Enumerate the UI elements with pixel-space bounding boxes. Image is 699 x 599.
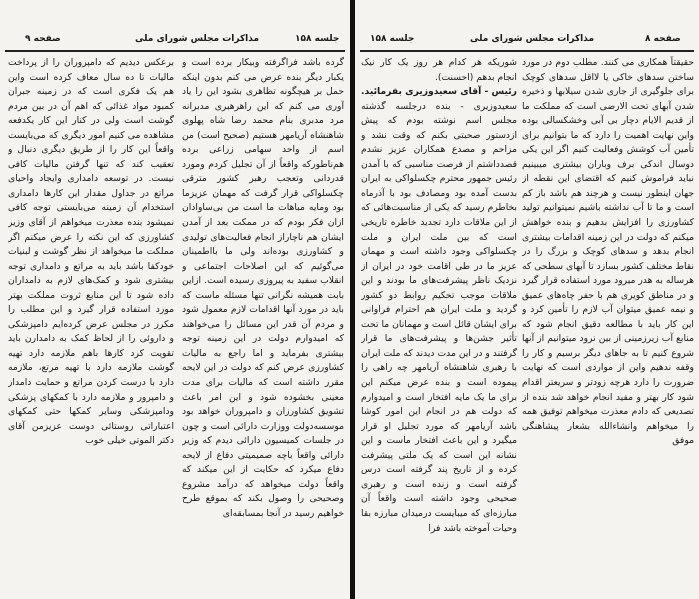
paragraph: گرده باشد فراگرفته وبیکار برده است و یکبار دیگر بنده عرض می کنم بدون اینکه حمل بر هیچگونه تظاهری بشود این را یاد آوری می کنم که این راهرهبری مدبرانه مرد مدبری بنام محمد رضا شاه پهلوی شاهنشاه آریامهر هستیم (صحیح است) من اسم از واحد سهامی زراعی برده هم‌ناطورکه واقعاً از آن تجلیل کردم ومورد قدردانی وتعجب رهبر کشور مترقی چکسلواکی قرار گرفت که مهمان عزیزما بود ومایه مباهات ما است من بی‌ساوادان ازان فکر بودم که در ممکت بعد از آمدن ایشان هم ناچاراز انجام فعالیت‌های تولیدی و کشاورزی بوده‌اند ولی ما بااطمینان می‌گوئیم که این اصلاحات اجتماعی و انقلاب سفید به پیروزی رسیده است. ازاین بابت همیشه نگرانی تنها مسئله ماست که باید در مورد آنها اقدامات لازم معمول شود و مردم آن قدر این مسائل را می‌خواهند که امیدوارم دولت در این زمینه توجه بیشتری بفرماید و اما راجع به مالیات کشاورزی عرض کنم که دولت در این لایحه مقرر داشته است که مالیات برای مدت معینی بخشوده شود و این امر باعث تشویق کشاورزان و دامپروران خواهد بود موسسه‌دولت ووزارت دارائی است و چون در جلسات کمیسیون دارائی دیدم که وزیر دارائی واقعاً باچه صمیمیتی دفاع از لایحه دفاع میکرد که حکایت از این میکند که واقعاً دولت میخواهد که درآمد مشروع وصحیحی را وصول بکند که بموقع طرح خواهیم رسید در آنجا بمسابقه‌ای <box>182 57 344 519</box>
text-column-right <box>182 56 344 580</box>
text-column-left <box>8 56 174 580</box>
page-title: مذاکرات مجلس شورای ملی <box>470 34 595 44</box>
page-number: صفحه ۸ <box>645 34 681 44</box>
paragraph: سعیدوزیری - بنده درجلسه گذشته مجلس اسم نوشته بودم که پیش ازدستور صحبتی بکنم که وقت نشد و مزاحم و مصدع همکاران عزیز نشدم قصدداشتم از فرصت مناسبی که با آمدن رئیس جمهور محترم چکسلواکی به ایران بدست آمده بود ومصادف بود با آذرماه بخاطرم رسید که یکی از مناسبت‌هائی که از این ملاقات دارد تجدید خاطره تاریخی است که بین ملت ایران و ملت چکسلواکی وجود داشته است و مهمان عزیز ما در طی اقامت خود در ایران از نزدیک ناظر پیشرفت‌های ما بودند و این ملاقات موجب تحکیم روابط دو کشور گردید و ملت ایران هم احترام فراوانی برای ایشان قائل است و مهمانان ما تحت تأثیر جشن‌ها و پیشرفت‌های ما قرار گرفتند و در این مدت دیدند که ملت ایران با رهبری شاهنشاه آریامهر چه راهی را پیموده است و بنده عرض میکنم این برای ما یک مایه افتخار است و امیدوارم که دولت هم در انجام این امور کوشا باشد آریامهر که مورد تجلیل او قرار میگیرد و این باعث افتخار ماست و این نشانه این است که یک ملتی پیشرفت کرده و از تاریخ پند گرفته است درس گرفته است و زنده است و رهبری صحیحی وجود داشته است واقعاً آن مبارزه‌ای که میبایست درمیدان مبارزه بقا وحیات آموخته باشد فرا <box>361 100 517 534</box>
paragraph: حقیقتاً همکاری می کنند. مطلب دوم در مورد ساختن سدهای خاکی یا لااقل سدهای کوچک برای جلوگیری از جاری شدن سیلابها و ذخیره شدن آبهای تحت الارضی است که مملکت ما از قدیم الایام دچار بی آبی وخشکسالی بوده واین نهایت اهمیت را دارد که ما بتوانیم برای تأمین آب کوشش وفعالیت کنیم اگر این یکی دوسال اندکی برف وباران بیشتری میبینیم نباید فراموش کنیم که اقتضای این نقطه از جهان اینطور نیست و هرچند هم باشد باز کم است و ما تا آب نداشته باشیم نمیتوانیم تولید کشاورزی را افزایش بدهیم و بنده خواهش میکنم که دولت در این زمینه اقدامات بیشتری انجام بدهد و سدهای کوچک و بزرگ را در نقاط مختلف کشور بسازد تا آبهای سطحی که هرساله به هدر میرود مورد استفاده قرار گیرد و در مناطق کویری هم با حفر چاه‌های عمیق و نیمه عمیق میتوان آب لازم را تأمین کرد و این کار باید با مطالعه دقیق انجام شود که منابع آب زیرزمینی از بین نرود میتوانیم از آنها شروع کنیم تا به جاهای دیگر برسیم و کار را وقفه ندهیم واین از مواردی است که نهایت ضرورت را دارد هرچه زودتر و سریعتر اقدام شود کار بهتر و مفید انجام خواهد شد بنده از تصدیعی که دادم معذرت میخواهم توفیق همه را میخواهم وانشاءالله بشعار پیشاهنگی موفق <box>522 57 694 447</box>
text-column-right <box>522 56 694 580</box>
session-number: جلسه ۱۵۸ <box>370 34 415 44</box>
page-number: صفحه ۹ <box>25 34 61 44</box>
speaker-line: رئیس - آقای سعیدوزیری بفرمائید. <box>361 86 517 98</box>
text-column-left <box>361 56 517 580</box>
session-number: جلسه ۱۵۸ <box>295 34 340 44</box>
paragraph: برعکس دیدیم که دامپروران را از پرداخت مالیات تا ده سال معاف کرده است واین هم یک فکری است که در زمینه جبران کمبود مواد غذائی که اهم آن در بین مردم گوشت است ولی در کنار این کار یکدفعه مشاهده می کنیم امور دیگری که می‌بایست واقعاً این کار را از طریق دیگری دنبال و تعقیب کند که تنها گرفتن مالیات کافی نیست. در توسعه دامداری وایجاد واحیای مراتع در جداول مقدار این کارها دامداری استخدام آن زمینه می‌بایستی توجه کافی نمیشود بنده معذرت میخواهم از آقای وزیر کشاورزی که این نکته را عرض میکنم اگر مملکت ما میخواهد از نظر گوشت و لبنیات خودکفا باشد باید به مراتع و دامداری توجه بیشتری شود و کمک‌های لازم به دامداران داده شود تا این منابع ثروت مملکت بهتر مورد استفاده قرار گیرد و این مطلب را مکرر در مجلس عرض کرده‌ایم دامپزشکی و داروئی را از لحاظ کمک به دامدارن باید تقویت کرد کارها باهم ملازمه دارد تهیه گوشت ملازمه دارد با تهیه مرتع، ملازمه دارد با درست کردن مراتع و حمایت دامدار و دامپرور و ملازمه دارد با کمکهای پزشکی ودامپزشکی وسایر کمکها حتی کمکهای اعتباراتی روستائی دوست عزیزمن آقای دکتر الموتی خیلی خوب <box>8 57 174 447</box>
header-rule <box>5 50 345 52</box>
header-rule <box>360 50 694 52</box>
paragraph: شوریکه هر کدام هر روز یک کار نیک انجام بدهم (احسنت). <box>361 57 517 83</box>
page-title: مذاکرات مجلس شورای ملی <box>135 34 260 44</box>
right-page <box>355 0 699 599</box>
